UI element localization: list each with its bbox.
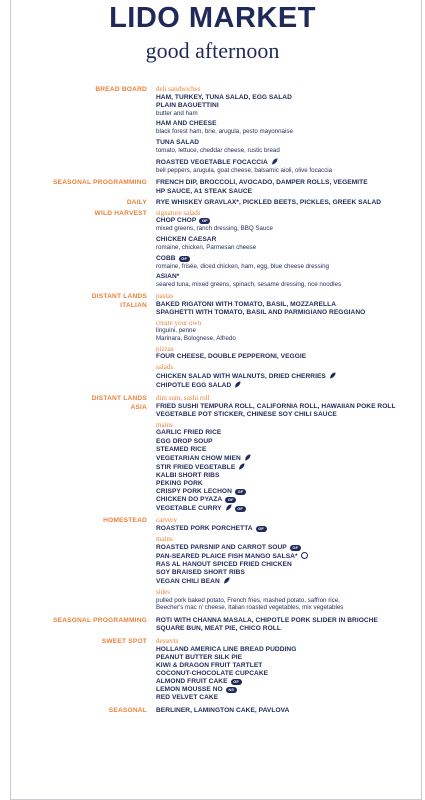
menu-item-name: ALMOND FRUIT CAKE	[156, 678, 228, 686]
section-label-line: SEASONAL	[108, 707, 147, 715]
menu-item-name: FOUR CHEESE, DOUBLE PEPPERONI, VEGGIE	[156, 353, 307, 361]
category-heading: pizzas	[156, 344, 174, 353]
category-heading: desserts	[156, 637, 179, 646]
menu-item-name: COCONUT-CHOCOLATE CUPCAKE	[156, 670, 269, 677]
menu-item	[156, 454, 416, 463]
menu-item	[156, 525, 416, 533]
menu-item	[156, 188, 416, 196]
menu-item-name: ROASTED PORK PORCHETTA	[156, 525, 253, 532]
menu-item	[156, 472, 416, 480]
category-heading: deli sandwiches	[156, 85, 201, 93]
menu-item-name: ROASTED VEGETABLE FOCACCIA	[156, 158, 268, 166]
menu-item	[156, 120, 416, 128]
section-label-line: SEASONAL PROGRAMMING	[53, 179, 147, 187]
menu-list	[0, 86, 425, 715]
menu-item	[156, 309, 416, 317]
menu-item-name: PAN-SEARED PLAICE FISH MANGO SALSA*	[156, 552, 298, 560]
menu-item-name: SOY BRAISED SHORT RIBS	[156, 568, 245, 576]
section-label	[102, 638, 147, 647]
category-heading: pastas	[156, 292, 174, 301]
menu-item	[156, 670, 416, 678]
menu-item	[156, 662, 416, 670]
category-heading: mains	[156, 535, 173, 544]
menu-item-name: CHICKEN CAESAR	[156, 236, 217, 243]
section-label	[103, 517, 147, 526]
menu-item-name: STIR FRIED VEGETABLE	[156, 463, 236, 471]
menu-item	[156, 694, 416, 702]
menu-section	[0, 86, 425, 174]
menu-item-name: HOLLAND AMERICA LINE BREAD PUDDING	[156, 645, 297, 653]
menu-item-description: black forest ham, brie, arugula, pesto mayonnaise	[156, 128, 293, 136]
menu-item-name: HAM, TURKEY, TUNA SALAD, EGG SALAD	[156, 93, 292, 101]
gluten-free-icon: GF	[179, 256, 190, 262]
menu-item-description: Beecher's mac n' cheese, Italian roasted vegetables, mix vegetables	[156, 604, 344, 612]
section-label-line: DISTANT LANDS	[91, 293, 147, 301]
menu-item	[156, 552, 416, 561]
menu-item-description: tomato, lettuce, cheddar cheese, rustic bread	[156, 147, 280, 155]
menu-section	[0, 210, 425, 289]
section-label-line: SEASONAL PROGRAMMING	[53, 616, 147, 624]
menu-section	[0, 638, 425, 702]
gluten-free-icon: GF	[235, 489, 246, 495]
menu-item	[156, 158, 416, 167]
menu-item-name: FRENCH DIP, BROCCOLI, AVOCADO, DAMPER ROLLS, VEGEMITE	[156, 179, 368, 187]
menu-item	[156, 480, 416, 488]
menu-section	[0, 517, 425, 612]
menu-item-name: PEKING PORK	[156, 480, 203, 488]
section-label	[95, 210, 147, 219]
section-content	[156, 179, 416, 195]
section-label	[92, 293, 147, 310]
menu-item-description: bell peppers, arugula, goat cheese, balsamic aioli, olive focaccia	[156, 166, 333, 174]
menu-item	[156, 199, 416, 207]
section-content	[156, 293, 416, 390]
menu-item-name: CHICKEN SALAD WITH WALNUTS, DRIED CHERRIES	[156, 372, 326, 380]
menu-item	[156, 273, 416, 281]
menu-item	[156, 301, 416, 309]
menu-section	[0, 617, 425, 633]
menu-item-name: RYE WHISKEY GRAVLAX*, PICKLED BEETS, PICKLES, GREEK SALAD	[156, 198, 382, 206]
no-sugar-icon: NS	[226, 687, 237, 693]
section-content	[156, 638, 416, 702]
section-label	[53, 179, 147, 188]
section-label	[53, 617, 147, 626]
section-label	[95, 86, 147, 95]
menu-item-name: BAKED RIGATONI WITH TOMATO, BASIL, MOZZARELLA	[156, 300, 337, 308]
vegetarian-icon	[225, 504, 232, 511]
section-label-line: DAILY	[126, 198, 147, 206]
category-heading: dim sum, sushi roll	[156, 394, 210, 403]
menu-item	[156, 504, 416, 513]
section-content	[156, 617, 416, 633]
menu-item	[156, 217, 416, 225]
page-subtitle: good afternoon	[145, 38, 280, 63]
menu-item-name: CHIPOTLE EGG SALAD	[156, 382, 232, 389]
menu-item	[156, 707, 416, 715]
section-content	[156, 517, 416, 612]
menu-item-name: STEAMED RICE	[156, 445, 207, 453]
gluten-free-icon: GF	[199, 218, 210, 224]
menu-item	[156, 438, 416, 446]
section-label-line: DISTANT LANDS	[91, 395, 147, 403]
menu-item-name: KIWI & DRAGON FRUIT TARTLET	[156, 661, 263, 669]
section-label-subline: ASIA	[130, 403, 147, 411]
category-heading: sides	[156, 588, 170, 597]
menu-item-description: romaine, frisée, diced chicken, ham, egg, blue cheese dressing	[156, 262, 330, 270]
menu-item-name: RED VELVET CAKE	[156, 694, 219, 702]
vegetarian-icon	[244, 454, 251, 461]
gluten-free-icon: GF	[225, 497, 236, 503]
menu-item-description: butter and ham	[156, 109, 198, 117]
gluten-free-icon: GF	[235, 506, 246, 512]
menu-item-name: VEGETARIAN CHOW MIEN	[156, 454, 241, 462]
menu-item-name: PLAIN BAGUETTINI	[156, 101, 219, 109]
menu-item	[156, 496, 416, 504]
menu-item-description: Marinara, Bolognese, Alfredo	[156, 335, 236, 343]
section-content	[156, 395, 416, 513]
section-label	[92, 395, 147, 412]
menu-item	[156, 179, 416, 187]
menu-item	[156, 353, 416, 361]
menu-section	[0, 179, 425, 195]
menu-item	[156, 686, 416, 694]
menu-item	[156, 429, 416, 437]
menu-item	[156, 488, 416, 496]
menu-item	[156, 236, 416, 244]
section-label-subline: ITALIAN	[120, 301, 147, 309]
category-heading: create your own	[156, 318, 202, 327]
menu-item	[156, 381, 416, 390]
menu-item-name: VEGETABLE POT STICKER, CHINESE SOY CHILI SAUCE	[156, 410, 337, 418]
menu-item-name: ROTI WITH CHANNA MASALA, CHIPOTLE PORK SLIDER IN BRIOCHE	[156, 616, 378, 624]
section-label	[127, 199, 147, 208]
category-heading: salads	[156, 363, 174, 372]
menu-item-name: VEGAN CHILI BEAN	[156, 578, 220, 586]
category-heading: signature salads	[156, 208, 201, 217]
menu-item-description: mixed greens, ranch dressing, BBQ Sauce	[156, 225, 273, 233]
menu-item-description: linguini, penne	[156, 327, 196, 335]
menu-item-name: HP SAUCE, A1 STEAK SAUCE	[156, 187, 253, 195]
gluten-free-icon: GF	[256, 526, 267, 532]
menu-item	[156, 403, 416, 411]
menu-item-description: romaine, chicken, Parmesan cheese	[156, 244, 257, 252]
menu-item	[156, 654, 416, 662]
menu-item	[156, 577, 416, 586]
menu-item-name: EGG DROP SOUP	[156, 437, 213, 445]
menu-item	[156, 94, 416, 102]
menu-item-name: COBB	[156, 254, 176, 262]
section-content	[156, 86, 416, 174]
menu-item-description: pulled pork baked potato, French fries, mashed potato, saffron rice,	[156, 596, 340, 604]
menu-item-name: HAM AND CHEESE	[156, 120, 217, 128]
menu-section	[0, 707, 425, 715]
menu-item	[156, 372, 416, 381]
vegetarian-icon	[234, 381, 241, 388]
gluten-free-icon: GF	[290, 545, 301, 551]
menu-item-name: CRISPY PORK LECHON	[156, 488, 232, 496]
menu-item	[156, 446, 416, 454]
menu-item-name: BERLINER, LAMINGTON CAKE, PAVLOVA	[156, 707, 290, 715]
menu-item-name: SPAGHETTI WITH TOMATO, BASIL AND PARMIGIANO REGGIANO	[156, 308, 366, 316]
category-heading: mains	[156, 420, 173, 429]
menu-item	[156, 411, 416, 419]
menu-item	[156, 617, 416, 625]
menu-item-name: ROASTED PARSNIP AND CARROT SOUP	[156, 543, 287, 551]
page-title: LIDO MARKET	[109, 2, 316, 34]
section-label-line: BREAD BOARD	[95, 86, 147, 93]
sustainable-icon	[301, 552, 308, 559]
menu-item	[156, 561, 416, 569]
menu-item-name: ASIAN*	[156, 273, 180, 281]
menu-item	[156, 678, 416, 686]
menu-item-name: KALBI SHORT RIBS	[156, 471, 220, 479]
menu-item-name: VEGETABLE CURRY	[156, 505, 222, 513]
menu-item-name: LEMON MOUSSE NO	[156, 686, 223, 694]
category-heading: carvery	[156, 516, 177, 525]
menu-item	[156, 102, 416, 110]
section-content	[156, 707, 416, 715]
vegetarian-icon	[238, 463, 245, 470]
section-label-line: SWEET SPOT	[101, 638, 147, 646]
section-label	[109, 707, 147, 716]
vegetarian-icon	[223, 577, 230, 584]
menu-item-name: CHICKEN DO PYAZA	[156, 496, 223, 504]
menu-item	[156, 463, 416, 472]
menu-item	[156, 139, 416, 147]
menu-item-description: seared tuna, mixed greens, spinach, sesame dressing, rice noodles	[156, 281, 342, 289]
menu-item-name: CHOP CHOP	[156, 217, 197, 225]
menu-section	[0, 395, 425, 513]
menu-section	[0, 293, 425, 390]
menu-item	[156, 625, 416, 633]
menu-item-name: SQUARE BUN, MEAT PIE, CHICO ROLL	[156, 625, 281, 633]
menu-item	[156, 255, 416, 263]
section-content	[156, 199, 416, 207]
section-label-line: HOMESTEAD	[103, 517, 147, 525]
menu-item	[156, 646, 416, 654]
menu-item	[156, 569, 416, 577]
gluten-free-icon: GF	[231, 679, 242, 685]
menu-item-name: PEANUT BUTTER SILK PIE	[156, 653, 243, 661]
menu-item	[156, 544, 416, 552]
section-content	[156, 210, 416, 289]
menu-item-name: GARLIC FRIED RICE	[156, 429, 222, 437]
vegetarian-icon	[271, 158, 278, 165]
section-label-line: WILD HARVEST	[94, 209, 147, 217]
menu-section	[0, 199, 425, 207]
vegetarian-icon	[329, 372, 336, 379]
menu-item-name: RAS AL HANOUT SPICED FRIED CHICKEN	[156, 560, 292, 568]
menu-item-name: TUNA SALAD	[156, 139, 200, 147]
menu-item-name: FRIED SUSHI TEMPURA ROLL, CALIFORNIA ROLL, HAWAIIAN POKE ROLL	[156, 402, 396, 410]
